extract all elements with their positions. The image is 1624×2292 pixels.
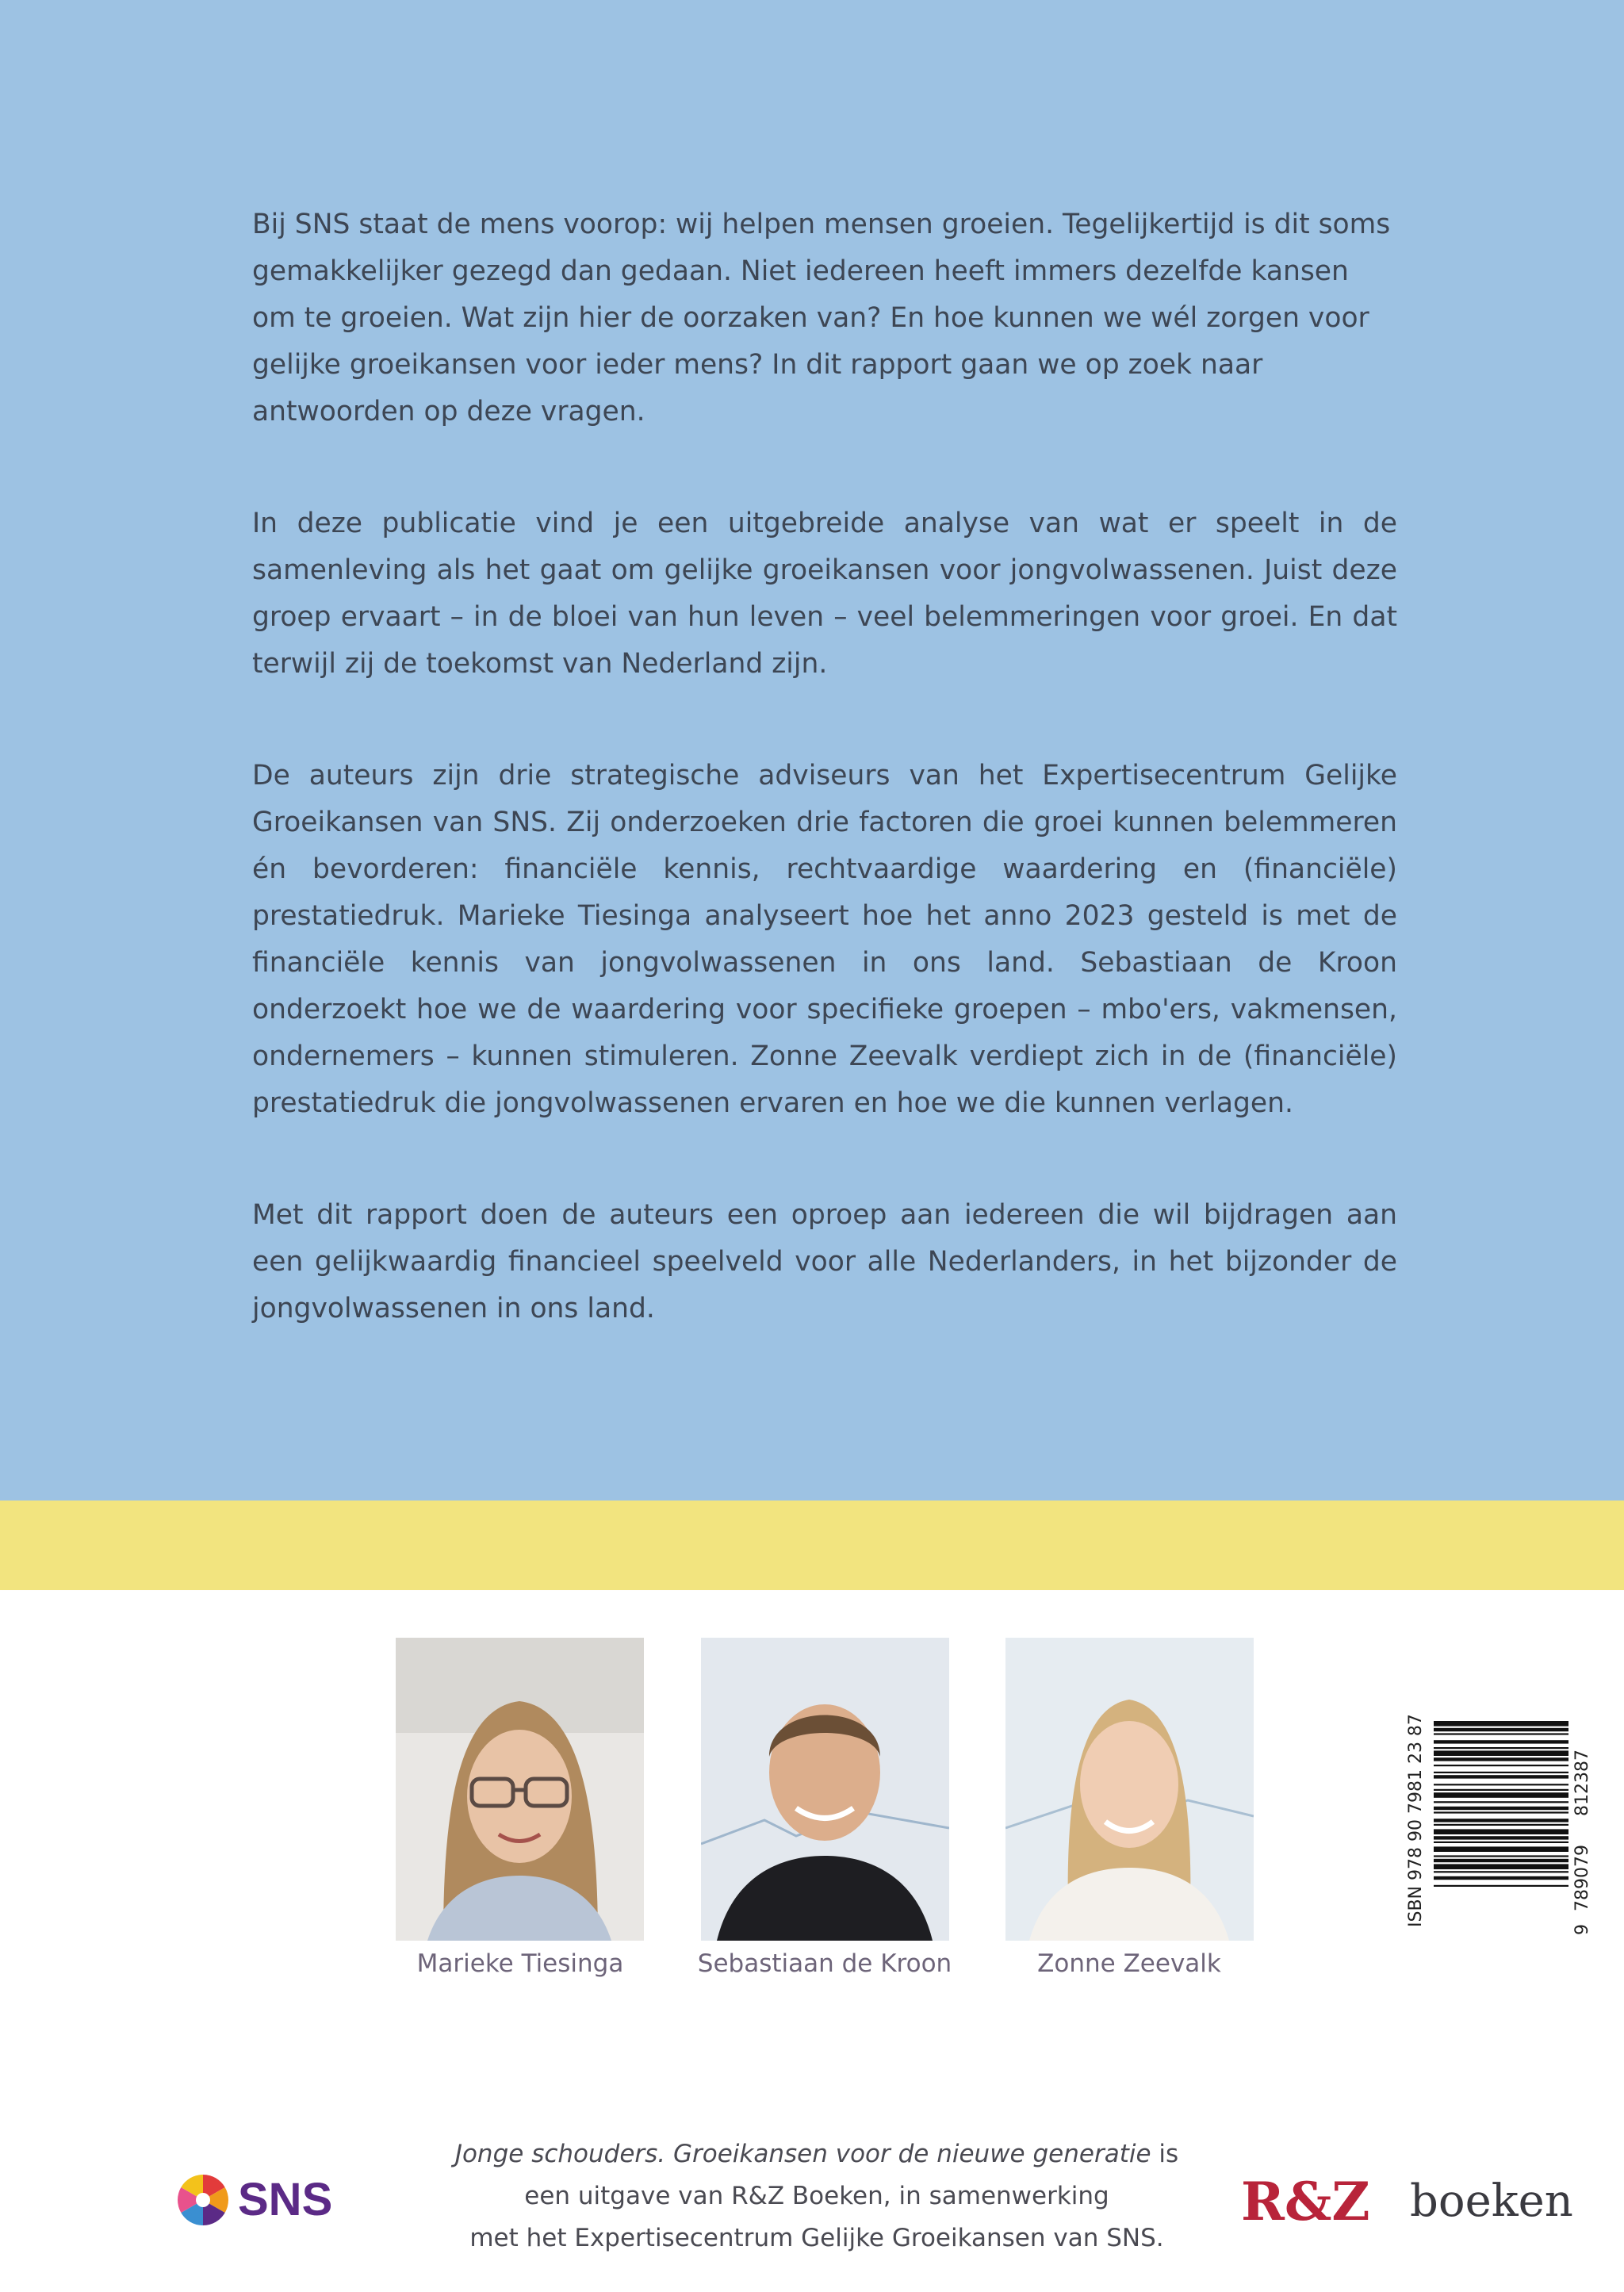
- blurb-paragraph-3: De auteurs zijn drie strategische adviseurs van het Expertisecentrum Gelijke Groeikansen van SNS. Zij onderzoeken drie factoren die groei kunnen belemmeren én bevorderen: financiële kennis, rechtvaardige waardering en (financiële) prestatiedruk. Marieke Tiesinga analyseert hoe het anno 2023 gesteld is met de financiële kennis van jongvolwassenen in ons land. Sebastiaan de Kroon onderzoekt hoe we de waardering voor specifieke groepen – mbo'ers, vakmensen, ondernemers – kunnen stimuleren. Zonne Zeevalk verdiept zich in de (financiële) prestatiedruk die jongvolwassenen ervaren en hoe we die kunnen verlagen.: [252, 760, 1397, 1119]
- credits-line-1: [420, 2133, 1213, 2175]
- barcode-bar: [1434, 1807, 1568, 1810]
- isbn-text: ISBN 978 90 7981 23 87: [1406, 1714, 1426, 1927]
- barcode-bar: [1434, 1728, 1568, 1731]
- barcode-bar: [1434, 1864, 1568, 1869]
- isbn-barcode: [1396, 1713, 1602, 1943]
- barcode-bar: [1434, 1842, 1568, 1843]
- barcode-bar: [1434, 1789, 1568, 1791]
- barcode-bar: [1434, 1740, 1568, 1743]
- barcode-bar: [1434, 1721, 1568, 1727]
- publication-credits: [420, 2133, 1213, 2259]
- author-caption-3: Zonne Zeevalk: [1037, 1949, 1221, 1978]
- rz-logo: R&Z: [1241, 2171, 1370, 2233]
- barcode-bar: [1434, 1747, 1568, 1749]
- author-photo-zonne-zeevalk: [1005, 1638, 1254, 1941]
- barcode-bar: [1434, 1871, 1568, 1872]
- barcode-bar: [1434, 1876, 1568, 1880]
- blurb-paragraph-4: Met dit rapport doen de auteurs een oproep aan iedereen die wil bijdragen aan een gelijkwaardig financieel speelveld voor alle Nederlanders, in het bijzonder de jongvolwassenen in ons land.: [252, 1199, 1397, 1324]
- barcode-digits-mid: 789079: [1572, 1845, 1592, 1911]
- barcode-bar: [1434, 1836, 1568, 1839]
- back-cover-blurb: [252, 201, 1397, 1397]
- barcode-bar: [1434, 1784, 1568, 1785]
- barcode-bar: [1434, 1819, 1568, 1822]
- barcode-bar: [1434, 1829, 1568, 1834]
- barcode-bar: [1434, 1846, 1568, 1852]
- boeken-wordmark: boeken: [1410, 2175, 1573, 2227]
- blurb-paragraph-1: Bij SNS staat de mens voorop: wij helpen mensen groeien. Tegelijkertijd is dit soms gemakkelijker gezegd dan gedaan. Niet iedereen heeft immers dezelfde kansen om te groeien. Wat zijn hier de oorzaken van? En hoe kunnen we wél zorgen voor gelijke groeikansen voor ieder mens? In dit rapport gaan we op zoek naar antwoorden op deze vragen.: [252, 209, 1391, 427]
- barcode-bar: [1434, 1765, 1568, 1766]
- barcode-bar: [1434, 1811, 1568, 1813]
- author-photo-marieke-tiesinga: [396, 1638, 644, 1941]
- blurb-paragraph-2: In deze publicatie vind je een uitgebreide analyse van wat er speelt in de samenleving als het gaat om gelijke groeikansen voor jongvolwassenen. Juist deze groep ervaart – in de bloei van hun leven – veel belemmeringen voor groei. En dat terwijl zij de toekomst van Nederland zijn.: [252, 508, 1397, 680]
- credits-line-2: een uitgave van R&Z Boeken, in samenwerking: [524, 2182, 1109, 2210]
- author-caption-1: Marieke Tiesinga: [416, 1949, 624, 1978]
- author-caption-2: Sebastiaan de Kroon: [697, 1949, 952, 1978]
- yellow-stripe: [0, 1501, 1624, 1590]
- barcode-digits-right: 812387: [1572, 1750, 1592, 1816]
- barcode-bar: [1434, 1801, 1568, 1803]
- barcode-bar: [1434, 1750, 1568, 1756]
- barcode-bar: [1434, 1855, 1568, 1857]
- sns-logo-text: SNS: [238, 2174, 333, 2225]
- barcode-bar: [1434, 1757, 1568, 1761]
- barcode-bar: [1434, 1859, 1568, 1862]
- barcode-bar: [1434, 1824, 1568, 1826]
- credits-line-3: met het Expertisecentrum Gelijke Groeikansen van SNS.: [469, 2224, 1164, 2252]
- barcode-bar: [1434, 1772, 1568, 1773]
- barcode-digit-left: 9: [1572, 1924, 1592, 1935]
- credits-line-1-suffix: is: [1151, 2140, 1179, 2168]
- barcode-bar: [1434, 1733, 1568, 1734]
- barcode-bar: [1434, 1775, 1568, 1778]
- author-photo-sebastiaan-de-kroon: [701, 1638, 949, 1941]
- barcode-bar: [1434, 1885, 1568, 1887]
- barcode-bar: [1434, 1792, 1568, 1798]
- publication-title: Jonge schouders. Groeikansen voor de nieuwe generatie: [454, 2140, 1151, 2168]
